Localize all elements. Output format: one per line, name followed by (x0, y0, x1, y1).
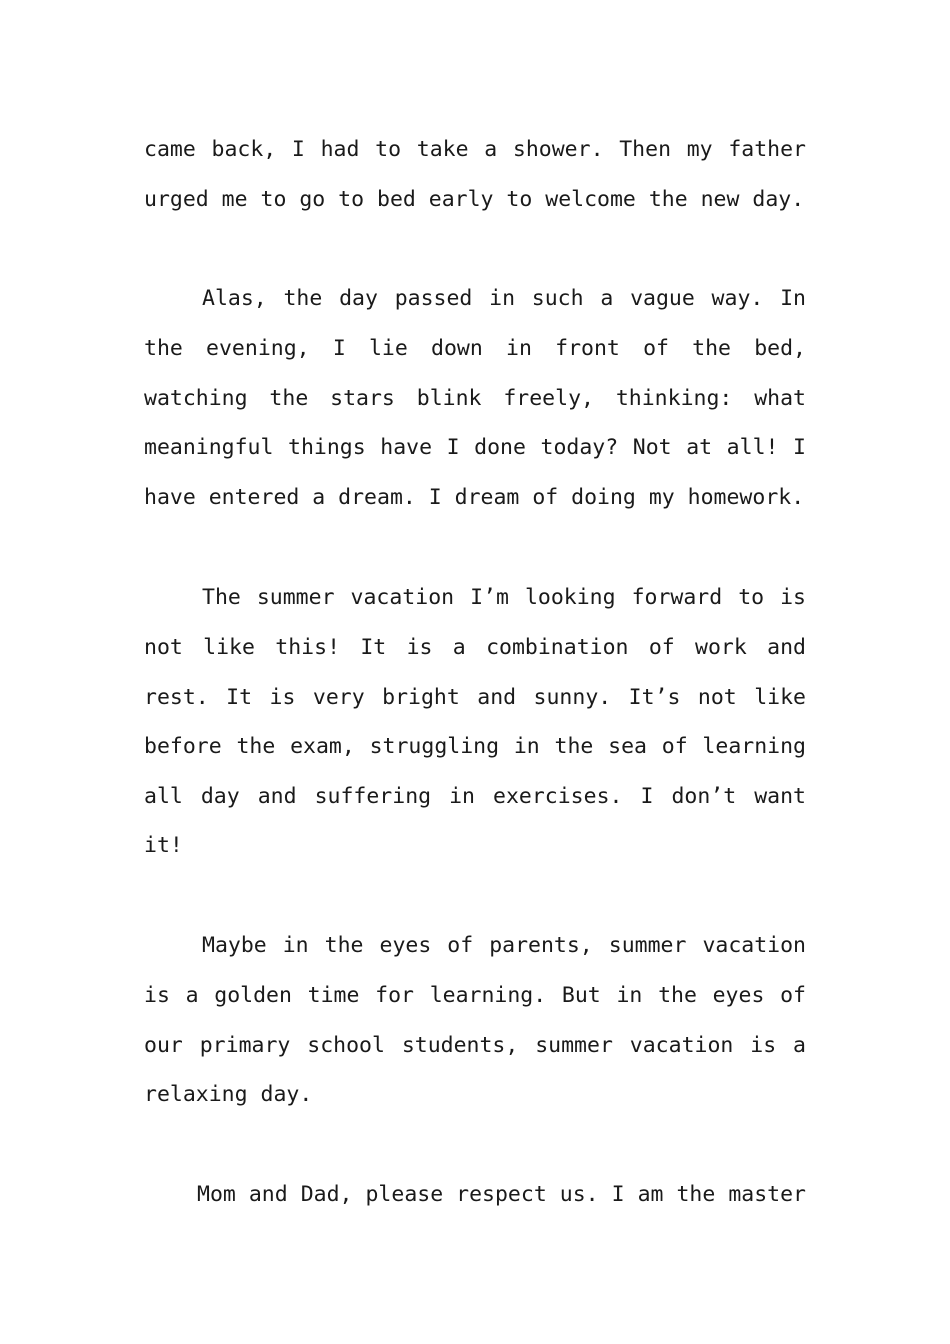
paragraph-1-line-2: urged me to go to bed early to welcome the new day. (144, 187, 805, 212)
paragraph-2-line-2: the evening, I lie down in front of the bed, (144, 336, 806, 361)
paragraph-2-line-4: meaningful things have I done today? Not at all! I (144, 435, 806, 460)
paragraph-3-line-5: all day and suffering in exercises. I don’t want (144, 784, 806, 809)
paragraph-3-line-2: not like this! It is a combination of work and (144, 635, 806, 660)
paragraph-2-line-1: Alas, the day passed in such a vague way. In (202, 286, 806, 311)
paragraph-1-line-1: came back, I had to take a shower. Then my father (144, 137, 806, 162)
paragraph-3-line-6: it! (144, 833, 183, 858)
paragraph-4-line-3: our primary school students, summer vacation is a (144, 1033, 806, 1058)
paragraph-3-line-3: rest. It is very bright and sunny. It’s not like (144, 685, 806, 710)
paragraph-3-line-4: before the exam, struggling in the sea of learning (144, 734, 806, 759)
paragraph-2-line-3: watching the stars blink freely, thinking: what (144, 386, 806, 411)
paragraph-4-line-2: is a golden time for learning. But in the eyes of (144, 983, 806, 1008)
paragraph-5-line-1: Mom and Dad, please respect us. I am the master (197, 1182, 806, 1207)
paragraph-3-line-1: The summer vacation I’m looking forward to is (202, 585, 806, 610)
paragraph-4-line-1: Maybe in the eyes of parents, summer vacation (202, 933, 806, 958)
paragraph-2-line-5: have entered a dream. I dream of doing my homework. (144, 485, 805, 510)
paragraph-4-line-4: relaxing day. (144, 1082, 313, 1107)
